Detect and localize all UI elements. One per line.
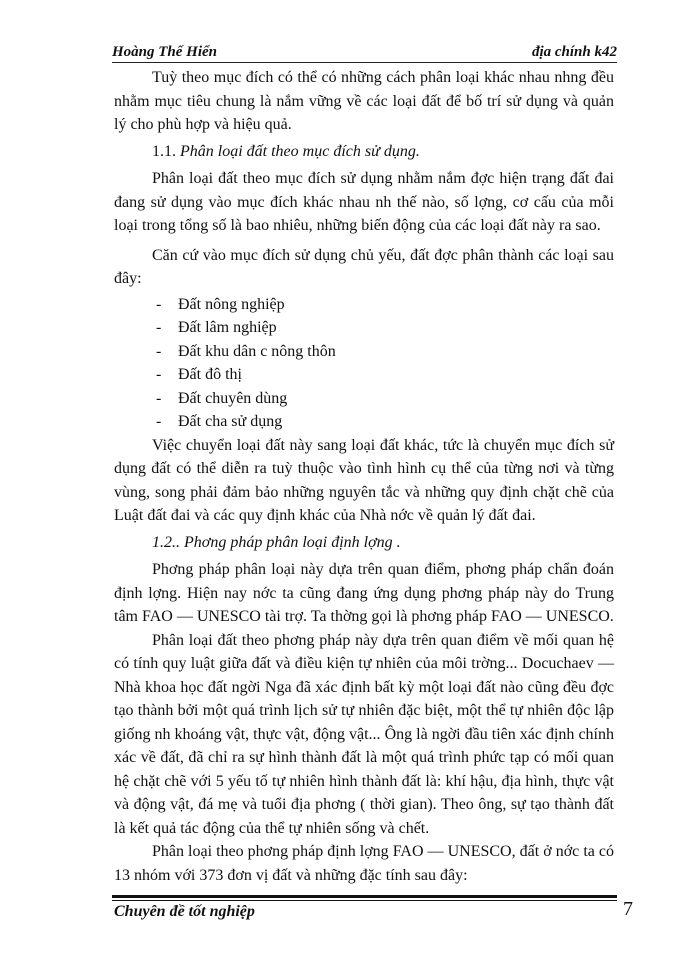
page-number: 7 (623, 898, 633, 920)
section-title: Phân loại đất theo mục đích sử dụng. (180, 142, 420, 160)
paragraph-docuchaev: Phân loại đất theo phơng pháp này dựa trên quan điểm về mối quan hệ có tính quy luật giữa đất và điều kiện tự nhiên của môi trờng... Docuchaev — Nhà khoa học đất ngời Nga đã xác định bất kỳ một loại đất nào cũng đều đợc tạo thành bởi một quá trình lịch sử tự nhiên đặc biệt, một thể tự nhiên độc lập giống nh khoáng vật, thực vật, động vật... Ông là ngời đầu tiên xác định chính xác về đất, đã chỉ ra sự hình thành đất là một quá trình phức tạp có mối quan hệ chặt chẽ với 5 yếu tố tự nhiên hình thành đất là: khí hậu, địa hình, thực vật và động vật, đá mẹ và tuổi địa phơng ( thời gian). Theo ông, sự tạo thành đất là kết quả tác động của thể tự nhiên sống và chết. (114, 631, 614, 837)
header-rule (112, 62, 617, 63)
paragraph-conversion: Việc chuyển loại đất này sang loại đất khác, tức là chuyển mục đích sử dụng đất có thể diễn ra tuỳ thuộc vào tình hình cụ thể của từng nơi và từng vùng, song phải đảm bảo những nguyên tắc và những quy định chặt chẽ của Luật đất đai và các quy định khác của Nhà nớc về quản lý đất đai. (114, 436, 614, 524)
paragraph-fao-unesco: Phân loại theo phơng pháp định lợng FAO — UNESCO, đất ở nớc ta có 13 nhóm với 373 đơn vị đất và những đặc tính sau đây: (114, 843, 614, 884)
list-item: - Đất khu dân c nông thôn (156, 342, 336, 360)
list-item: - Đất nông nghiệp (156, 295, 285, 313)
paragraph-intro: Tuỳ theo mục đích có thể có những cách phân loại khác nhau nhng đều nhằm mục tiêu chung là nắm vững về các loại đất để bố trí sử dụng và quản lý cho phù hợp và hiệu quả. (114, 69, 614, 133)
paragraph-purpose: Phân loại đất theo mục đích sử dụng nhằm nắm đợc hiện trạng đất đai đang sử dụng vào mục đích khác nhau nh thế nào, số lợng, cơ cấu của mỗi loại trong tổng số là bao nhiêu, những biến động của các loại đất này ra sao. (114, 170, 614, 234)
header-course: địa chính k42 (531, 44, 617, 60)
document-body (114, 66, 614, 887)
page-header (112, 42, 617, 62)
land-type-list (114, 293, 614, 434)
list-item: - Đất đô thị (156, 366, 242, 383)
header-author: Hoàng Thế Hiển (112, 44, 218, 60)
footer-title: Chuyên đề tốt nghiệp (114, 903, 255, 920)
section-heading-1-2: 1.2.. Phơng pháp phân loại định lợng . (152, 533, 401, 551)
list-item: - Đất chuyên dùng (156, 389, 288, 407)
section-number: 1.1. (152, 142, 176, 160)
list-item: - Đất cha sử dụng (156, 413, 283, 430)
paragraph-list-lead: Căn cứ vào mục đích sử dụng chủ yếu, đất đợc phân thành các loại sau đây: (114, 246, 614, 287)
footer-rule-thin (112, 900, 617, 901)
footer-rule-thick (112, 895, 617, 898)
list-item: - Đất lâm nghiệp (156, 319, 277, 336)
section-heading-1-1 (114, 140, 614, 164)
paragraph-method: Phơng pháp phân loại này dựa trên quan điểm, phơng pháp chẩn đoán định lợng. Hiện nay nớc ta cũng đang ứng dụng phơng pháp này do Trung tâm FAO — UNESCO tài trợ. Ta thờng gọi là phơng pháp FAO — UNESCO. (114, 561, 614, 625)
